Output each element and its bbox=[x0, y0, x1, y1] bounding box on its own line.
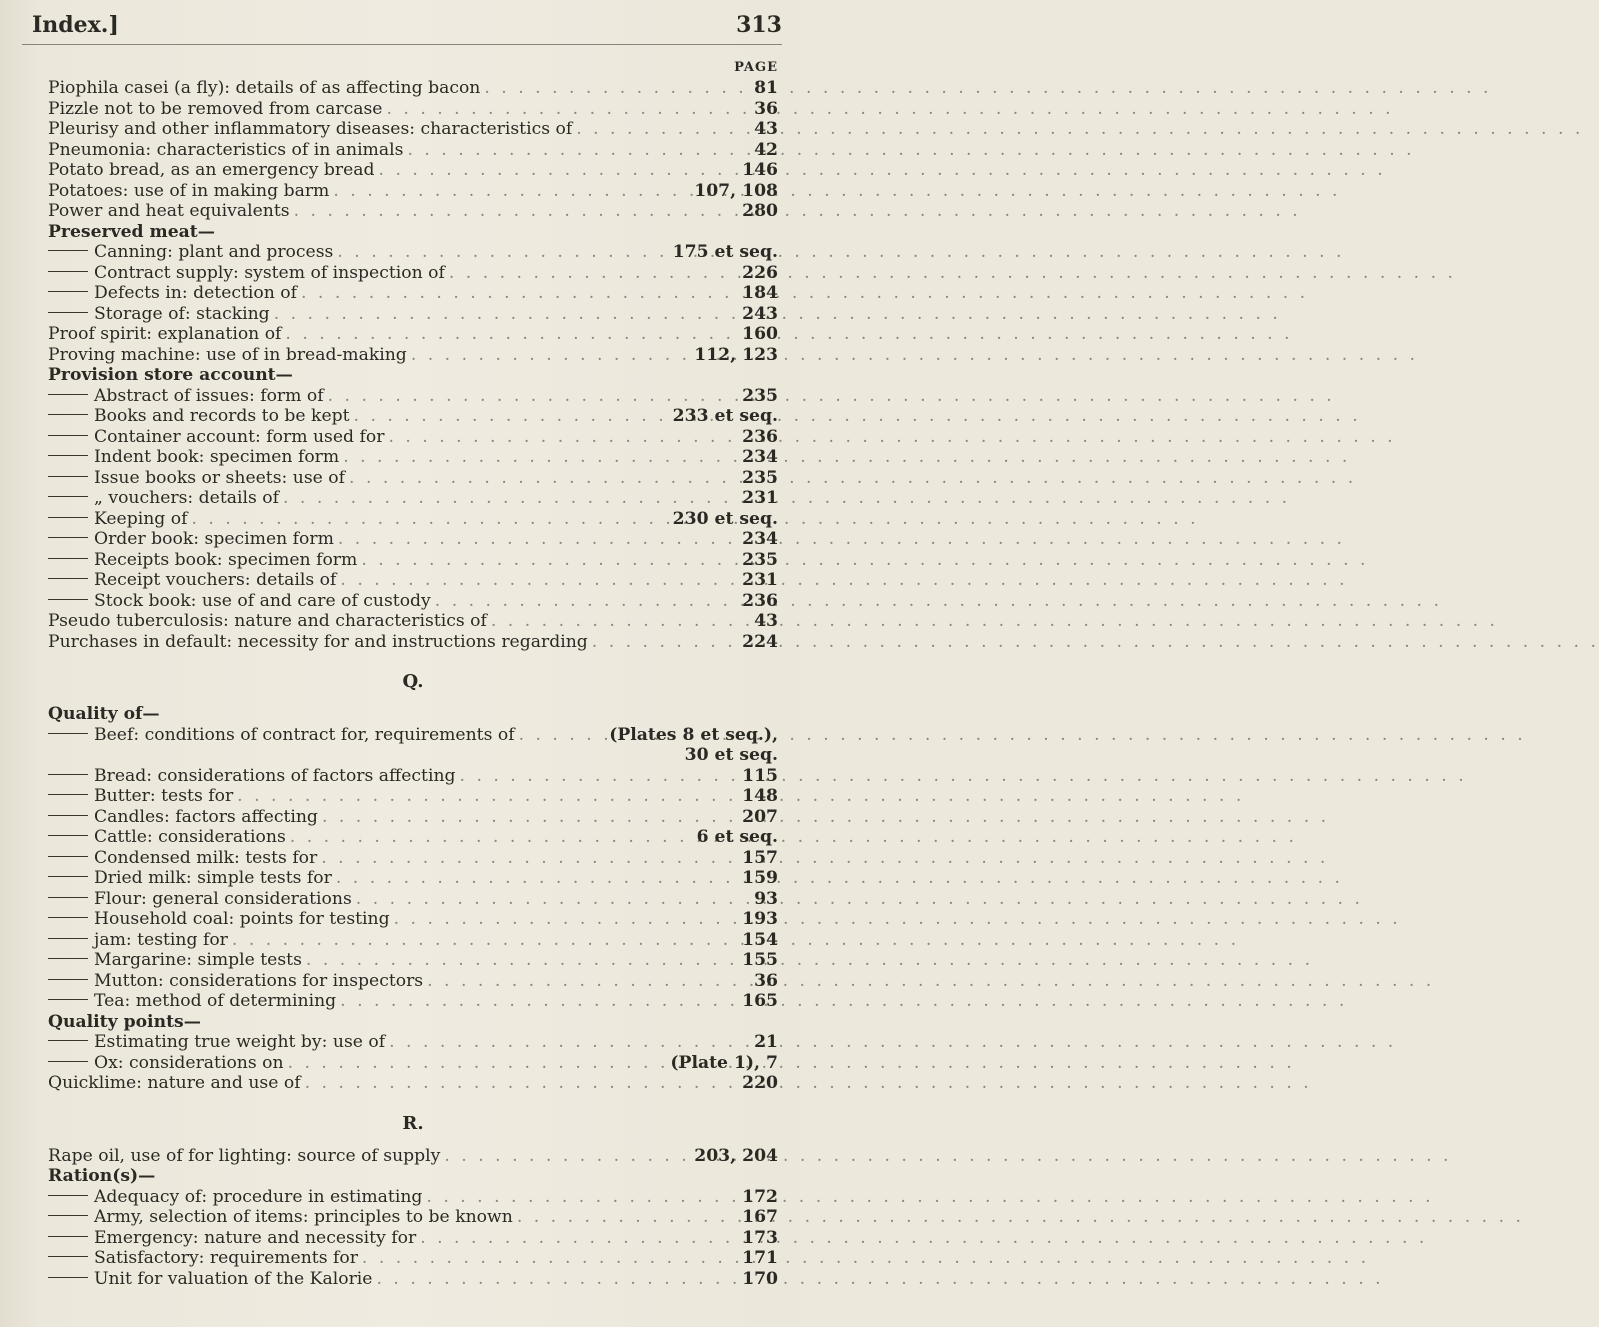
ditto-dash bbox=[48, 856, 88, 857]
entry-text: Beef: conditions of contract for, requirements of bbox=[48, 725, 515, 746]
entry-page: 148 bbox=[742, 786, 778, 806]
entry-text: Keeping of bbox=[48, 509, 187, 530]
index-entry bbox=[48, 1053, 778, 1074]
entry-text: Pseudo tuberculosis: nature and characteristics of bbox=[48, 611, 487, 631]
entry-text: Bread: considerations of factors affecting bbox=[48, 766, 456, 787]
entry-page: 220 bbox=[742, 1073, 778, 1093]
entry-text: Ox: considerations on bbox=[48, 1053, 284, 1074]
index-entry bbox=[48, 468, 778, 489]
entry-page: 6 et seq. bbox=[696, 827, 778, 847]
entry-page: 115 bbox=[742, 765, 778, 786]
entry-page: 231 bbox=[742, 488, 778, 508]
entry-page: 155 bbox=[742, 950, 778, 970]
entry-text: Proof spirit: explanation of bbox=[48, 324, 282, 344]
entry-page: 233 et seq. bbox=[672, 406, 778, 426]
index-entry bbox=[48, 1073, 778, 1094]
entry-page: 224 bbox=[742, 631, 778, 652]
entry-text: Container account: form used for bbox=[48, 427, 384, 448]
index-entry bbox=[48, 488, 778, 509]
entry-text: Quality points— bbox=[48, 1011, 201, 1032]
entry-text: Rape oil, use of for lighting: source of supply bbox=[48, 1145, 441, 1166]
index-entry bbox=[48, 991, 778, 1012]
index-entry bbox=[48, 1207, 778, 1228]
dot-leader bbox=[431, 591, 742, 612]
ditto-dash bbox=[48, 599, 88, 600]
entry-page: 21 bbox=[754, 1032, 778, 1052]
page-number: 313 bbox=[736, 12, 782, 38]
entry-page: 226 bbox=[742, 262, 778, 283]
index-entry bbox=[48, 140, 778, 161]
ditto-dash bbox=[48, 476, 88, 477]
ditto-dash bbox=[48, 312, 88, 313]
index-entry bbox=[48, 889, 778, 910]
dot-leader bbox=[350, 406, 673, 427]
entry-page: 235 bbox=[742, 549, 778, 570]
ditto-dash bbox=[48, 496, 88, 497]
dot-leader bbox=[352, 889, 754, 910]
page-column-label: PAGE bbox=[734, 60, 778, 75]
ditto-dash bbox=[48, 1277, 88, 1278]
entry-page: 193 bbox=[742, 909, 778, 929]
dot-leader bbox=[456, 766, 743, 787]
entry-page: 203, 204 bbox=[694, 1145, 778, 1166]
index-entry bbox=[48, 550, 778, 571]
dot-leader bbox=[515, 725, 610, 746]
entry-text: Provision store account— bbox=[48, 365, 293, 385]
entry-text: Unit for valuation of the Kalorie bbox=[48, 1269, 372, 1290]
dot-leader bbox=[403, 140, 754, 161]
dot-leader bbox=[339, 447, 742, 468]
index-entry bbox=[48, 509, 778, 530]
dot-leader bbox=[336, 991, 742, 1012]
index-entry bbox=[48, 386, 778, 407]
dot-leader bbox=[228, 930, 742, 951]
index-entry bbox=[48, 786, 778, 807]
dot-leader bbox=[480, 78, 754, 99]
entry-page: 172 bbox=[742, 1186, 778, 1207]
dot-leader bbox=[345, 468, 742, 489]
page-header bbox=[22, 8, 782, 45]
entry-text: Flour: general considerations bbox=[48, 889, 352, 910]
dot-leader bbox=[329, 181, 694, 202]
index-entry bbox=[48, 427, 778, 448]
entry-text: Ration(s)— bbox=[48, 1166, 156, 1186]
entry-page: 42 bbox=[754, 139, 778, 160]
index-content bbox=[48, 60, 778, 1289]
ditto-dash bbox=[48, 979, 88, 980]
entry-page: 236 bbox=[742, 590, 778, 611]
ditto-dash bbox=[48, 1236, 88, 1237]
index-entry bbox=[48, 160, 778, 181]
index-entry bbox=[48, 950, 778, 971]
entry-page: 235 bbox=[742, 385, 778, 406]
dot-leader bbox=[375, 160, 743, 181]
index-heading bbox=[48, 704, 778, 725]
entry-text: Stock book: use of and care of custody bbox=[48, 591, 431, 612]
entry-text: Candles: factors affecting bbox=[48, 807, 318, 828]
entry-page: 235 bbox=[742, 467, 778, 488]
entry-text: Emergency: nature and necessity for bbox=[48, 1228, 416, 1249]
entry-page: 243 bbox=[742, 303, 778, 324]
ditto-dash bbox=[48, 999, 88, 1000]
entry-page: 167 bbox=[742, 1207, 778, 1227]
entry-page: 160 bbox=[742, 324, 778, 344]
index-heading bbox=[48, 365, 778, 386]
ditto-dash bbox=[48, 938, 88, 939]
index-entry bbox=[48, 242, 778, 263]
entry-page: (Plates 8 et seq.), bbox=[609, 724, 778, 745]
entry-text: Potato bread, as an emergency bread bbox=[48, 160, 375, 180]
index-entry bbox=[48, 725, 778, 746]
entry-text: Butter: tests for bbox=[48, 786, 233, 807]
index-entry bbox=[48, 1146, 778, 1167]
entry-text: Quality of— bbox=[48, 704, 160, 724]
index-entry bbox=[48, 201, 778, 222]
dot-leader bbox=[284, 1053, 671, 1074]
ditto-dash bbox=[48, 917, 88, 918]
ditto-dash bbox=[48, 794, 88, 795]
index-entry bbox=[48, 827, 778, 848]
entry-page: 157 bbox=[742, 847, 778, 868]
ditto-dash bbox=[48, 394, 88, 395]
dot-leader bbox=[445, 263, 742, 284]
dot-leader bbox=[382, 99, 754, 120]
dot-leader bbox=[572, 119, 754, 140]
dot-leader bbox=[588, 632, 742, 653]
entry-text: Pizzle not to be removed from carcase bbox=[48, 98, 383, 119]
section-letter: R. bbox=[402, 1112, 424, 1134]
dot-leader bbox=[487, 611, 754, 632]
dot-leader bbox=[281, 324, 742, 345]
index-entry bbox=[48, 529, 778, 550]
index-entry bbox=[48, 78, 778, 99]
entry-page: 154 bbox=[742, 929, 778, 950]
index-entry bbox=[48, 745, 778, 766]
entry-text: Power and heat equivalents bbox=[48, 201, 290, 221]
entry-text: Estimating true weight by: use of bbox=[48, 1032, 385, 1053]
entry-page: 107, 108 bbox=[694, 180, 778, 201]
dot-leader bbox=[233, 786, 742, 807]
dot-leader bbox=[385, 1032, 754, 1053]
entry-text: Condensed milk: tests for bbox=[48, 848, 317, 869]
entry-page: 207 bbox=[742, 806, 778, 827]
entry-page: 230 et seq. bbox=[672, 508, 778, 529]
dot-leader bbox=[407, 345, 694, 366]
ditto-dash bbox=[48, 558, 88, 559]
index-entry bbox=[48, 181, 778, 202]
entry-text: Quicklime: nature and use of bbox=[48, 1073, 301, 1093]
ditto-dash bbox=[48, 1061, 88, 1062]
index-entry bbox=[48, 304, 778, 325]
dot-leader bbox=[422, 1187, 742, 1208]
ditto-dash bbox=[48, 537, 88, 538]
index-entry bbox=[48, 283, 778, 304]
ditto-dash bbox=[48, 774, 88, 775]
dot-leader bbox=[270, 304, 742, 325]
index-entry bbox=[48, 345, 778, 366]
entry-text: Pneumonia: characteristics of in animals bbox=[48, 139, 404, 160]
index-entry bbox=[48, 1248, 778, 1269]
index-entry bbox=[48, 263, 778, 284]
entry-text: Proving machine: use of in bread-making bbox=[48, 344, 407, 365]
dot-leader bbox=[332, 868, 742, 889]
index-entry bbox=[48, 611, 778, 632]
dot-leader bbox=[301, 1073, 743, 1094]
section-letter: Q. bbox=[402, 671, 424, 692]
ditto-dash bbox=[48, 250, 88, 251]
entry-page: 36 bbox=[754, 98, 778, 119]
entry-page: 175 et seq. bbox=[672, 242, 778, 262]
entry-page: 159 bbox=[742, 868, 778, 888]
entry-text: Cattle: considerations bbox=[48, 827, 286, 848]
entry-page: 173 bbox=[742, 1227, 778, 1248]
index-entry bbox=[48, 99, 778, 120]
entry-text: Pleurisy and other inflammatory diseases: characteristics of bbox=[48, 119, 573, 139]
entry-page: 43 bbox=[754, 119, 778, 139]
entry-page: 112, 123 bbox=[694, 344, 778, 365]
entry-text: Receipt vouchers: details of bbox=[48, 570, 336, 591]
entry-text: Satisfactory: requirements for bbox=[48, 1248, 358, 1269]
index-heading bbox=[48, 1012, 778, 1033]
entry-page: 280 bbox=[742, 201, 778, 221]
index-entry bbox=[48, 766, 778, 787]
ditto-dash bbox=[48, 1256, 88, 1257]
ditto-dash bbox=[48, 897, 88, 898]
index-entry bbox=[48, 570, 778, 591]
entry-page: 231 bbox=[742, 570, 778, 590]
dot-leader bbox=[334, 529, 742, 550]
entry-text: Dried milk: simple tests for bbox=[48, 868, 332, 889]
dot-leader bbox=[336, 570, 742, 591]
ditto-dash bbox=[48, 733, 88, 734]
index-entry bbox=[48, 1228, 778, 1249]
ditto-dash bbox=[48, 455, 88, 456]
ditto-dash bbox=[48, 578, 88, 579]
dot-leader bbox=[302, 950, 742, 971]
entry-text: Order book: specimen form bbox=[48, 529, 334, 550]
entry-text: jam: testing for bbox=[48, 930, 228, 951]
entry-text: Defects in: detection of bbox=[48, 283, 297, 304]
entry-page: 93 bbox=[754, 888, 778, 909]
index-entry bbox=[48, 909, 778, 930]
entry-page: 81 bbox=[754, 78, 778, 98]
entry-page: 43 bbox=[754, 611, 778, 631]
dot-leader bbox=[279, 488, 742, 509]
entry-text: Army, selection of items: principles to be known bbox=[48, 1207, 513, 1228]
ditto-dash bbox=[48, 958, 88, 959]
index-entry bbox=[48, 406, 778, 427]
dot-leader bbox=[416, 1228, 742, 1249]
entry-text: Issue books or sheets: use of bbox=[48, 468, 345, 489]
entry-text: Adequacy of: procedure in estimating bbox=[48, 1187, 422, 1208]
ditto-dash bbox=[48, 815, 88, 816]
dot-leader bbox=[187, 509, 672, 530]
index-entry bbox=[48, 868, 778, 889]
index-entry bbox=[48, 1032, 778, 1053]
ditto-dash bbox=[48, 435, 88, 436]
entry-text: Books and records to be kept bbox=[48, 406, 350, 427]
entry-page: 236 bbox=[742, 426, 778, 447]
dot-leader bbox=[286, 827, 697, 848]
ditto-dash bbox=[48, 876, 88, 877]
entry-text: Margarine: simple tests bbox=[48, 950, 302, 971]
dot-leader bbox=[324, 386, 742, 407]
entry-page: 170 bbox=[742, 1268, 778, 1289]
dot-leader bbox=[440, 1146, 694, 1167]
dot-leader bbox=[513, 1207, 742, 1228]
dot-leader bbox=[357, 550, 742, 571]
index-entry bbox=[48, 324, 778, 345]
entry-text: Purchases in default: necessity for and instructions regarding bbox=[48, 631, 588, 652]
dot-leader bbox=[318, 807, 742, 828]
dot-leader bbox=[290, 201, 743, 222]
index-entry bbox=[48, 848, 778, 869]
entry-text: Contract supply: system of inspection of bbox=[48, 263, 445, 284]
index-heading bbox=[48, 222, 778, 243]
index-entry bbox=[48, 447, 778, 468]
entry-page: 165 bbox=[742, 991, 778, 1011]
entry-text: Household coal: points for testing bbox=[48, 909, 390, 930]
dot-leader bbox=[297, 283, 742, 304]
index-entry bbox=[48, 807, 778, 828]
entry-text: Abstract of issues: form of bbox=[48, 386, 324, 407]
entry-text: Piophila casei (a fly): details of as affecting bacon bbox=[48, 78, 481, 98]
entry-text: Storage of: stacking bbox=[48, 304, 270, 325]
entry-text: Indent book: specimen form bbox=[48, 447, 339, 468]
entry-text: Tea: method of determining bbox=[48, 991, 336, 1012]
ditto-dash bbox=[48, 271, 88, 272]
index-entry bbox=[48, 632, 778, 653]
ditto-dash bbox=[48, 1195, 88, 1196]
dot-leader bbox=[390, 909, 742, 930]
entry-page: 234 bbox=[742, 529, 778, 549]
section-title: Index.] bbox=[32, 12, 119, 38]
entry-page: 146 bbox=[742, 160, 778, 180]
ditto-dash bbox=[48, 291, 88, 292]
entry-page: 184 bbox=[742, 283, 778, 303]
dot-leader bbox=[358, 1248, 742, 1269]
index-entry bbox=[48, 591, 778, 612]
dot-leader bbox=[317, 848, 742, 869]
entry-page: 36 bbox=[754, 970, 778, 991]
dot-leader bbox=[333, 242, 672, 263]
index-entry bbox=[48, 1269, 778, 1290]
entry-page: 234 bbox=[742, 447, 778, 467]
index-entry bbox=[48, 1187, 778, 1208]
ditto-dash bbox=[48, 517, 88, 518]
index-entry bbox=[48, 930, 778, 951]
ditto-dash bbox=[48, 835, 88, 836]
entry-text: „ vouchers: details of bbox=[48, 488, 279, 509]
dot-leader bbox=[384, 427, 742, 448]
entry-text: Receipts book: specimen form bbox=[48, 550, 357, 571]
entry-text: Canning: plant and process bbox=[48, 242, 333, 263]
entry-text: Potatoes: use of in making barm bbox=[48, 180, 330, 201]
entry-page: 30 et seq. bbox=[684, 745, 778, 765]
dot-leader bbox=[423, 971, 754, 992]
entry-text: Mutton: considerations for inspectors bbox=[48, 971, 423, 992]
index-entry bbox=[48, 119, 778, 140]
dot-leader bbox=[372, 1269, 742, 1290]
index-heading bbox=[48, 1166, 778, 1187]
ditto-dash bbox=[48, 1040, 88, 1041]
entry-text: Preserved meat— bbox=[48, 221, 215, 242]
ditto-dash bbox=[48, 414, 88, 415]
ditto-dash bbox=[48, 1215, 88, 1216]
entry-page: (Plate 1), 7 bbox=[670, 1052, 778, 1073]
entry-page: 171 bbox=[742, 1248, 778, 1268]
index-entry bbox=[48, 971, 778, 992]
